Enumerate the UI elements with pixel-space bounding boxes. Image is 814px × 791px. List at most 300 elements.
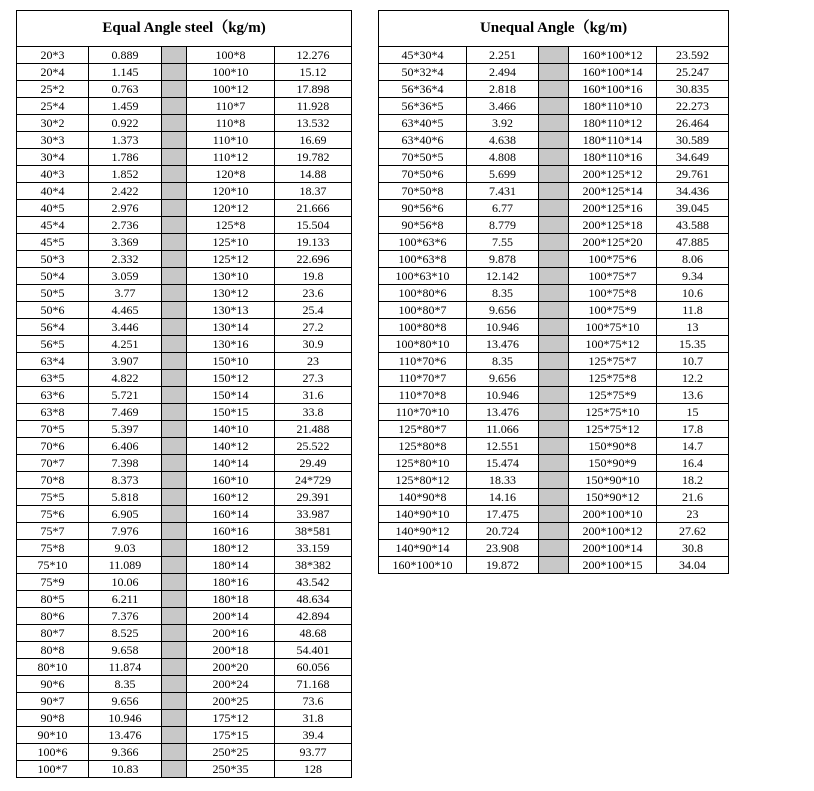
weight-cell: 31.8	[275, 710, 352, 727]
weight-cell: 33.987	[275, 506, 352, 523]
size-cell: 56*4	[17, 319, 89, 336]
weight-cell: 12.276	[275, 47, 352, 64]
table-row	[17, 438, 352, 455]
weight-cell: 48.68	[275, 625, 352, 642]
size-cell: 200*125*12	[569, 166, 657, 183]
divider-column	[539, 149, 569, 166]
size-cell: 30*4	[17, 149, 89, 166]
size-cell: 100*75*8	[569, 285, 657, 302]
weight-cell: 19.782	[275, 149, 352, 166]
weight-cell: 9.34	[657, 268, 729, 285]
weight-cell: 3.369	[89, 234, 162, 251]
size-cell: 200*125*20	[569, 234, 657, 251]
table-row	[17, 710, 352, 727]
weight-cell: 26.464	[657, 115, 729, 132]
weight-cell: 7.398	[89, 455, 162, 472]
divider-column	[539, 387, 569, 404]
weight-cell: 7.55	[467, 234, 539, 251]
divider-column	[162, 506, 187, 523]
size-cell: 50*4	[17, 268, 89, 285]
size-cell: 130*12	[187, 285, 275, 302]
divider-column	[162, 710, 187, 727]
size-cell: 100*75*12	[569, 336, 657, 353]
size-cell: 70*5	[17, 421, 89, 438]
weight-cell: 18.33	[467, 472, 539, 489]
size-cell: 250*35	[187, 761, 275, 778]
size-cell: 150*90*8	[569, 438, 657, 455]
table-row	[17, 353, 352, 370]
table-row	[379, 251, 729, 268]
table-row	[379, 166, 729, 183]
size-cell: 200*125*14	[569, 183, 657, 200]
size-cell: 75*6	[17, 506, 89, 523]
size-cell: 100*63*6	[379, 234, 467, 251]
divider-column	[539, 115, 569, 132]
size-cell: 63*5	[17, 370, 89, 387]
size-cell: 140*90*12	[379, 523, 467, 540]
divider-column	[162, 540, 187, 557]
size-cell: 100*7	[17, 761, 89, 778]
size-cell: 110*70*6	[379, 353, 467, 370]
unequal-angle-table	[378, 10, 729, 574]
weight-cell: 39.045	[657, 200, 729, 217]
weight-cell: 23.6	[275, 285, 352, 302]
divider-column	[162, 557, 187, 574]
size-cell: 130*10	[187, 268, 275, 285]
weight-cell: 7.469	[89, 404, 162, 421]
divider-column	[162, 523, 187, 540]
divider-column	[539, 540, 569, 557]
size-cell: 150*14	[187, 387, 275, 404]
weight-cell: 0.889	[89, 47, 162, 64]
weight-cell: 27.62	[657, 523, 729, 540]
size-cell: 160*10	[187, 472, 275, 489]
weight-cell: 9.878	[467, 251, 539, 268]
size-cell: 90*56*6	[379, 200, 467, 217]
table-row	[17, 506, 352, 523]
weight-cell: 14.7	[657, 438, 729, 455]
size-cell: 63*8	[17, 404, 89, 421]
divider-column	[539, 438, 569, 455]
size-cell: 100*63*8	[379, 251, 467, 268]
table-row	[17, 557, 352, 574]
table-row	[379, 132, 729, 149]
weight-cell: 33.159	[275, 540, 352, 557]
size-cell: 160*100*16	[569, 81, 657, 98]
table-row	[17, 574, 352, 591]
size-cell: 100*75*10	[569, 319, 657, 336]
divider-column	[539, 404, 569, 421]
table-row	[379, 115, 729, 132]
table-row	[379, 336, 729, 353]
table-row	[379, 302, 729, 319]
size-cell: 70*50*6	[379, 166, 467, 183]
divider-column	[539, 98, 569, 115]
weight-cell: 43.588	[657, 217, 729, 234]
weight-cell: 10.7	[657, 353, 729, 370]
weight-cell: 10.06	[89, 574, 162, 591]
divider-column	[162, 234, 187, 251]
divider-column	[539, 183, 569, 200]
weight-cell: 3.059	[89, 268, 162, 285]
size-cell: 80*6	[17, 608, 89, 625]
divider-column	[539, 336, 569, 353]
size-cell: 70*8	[17, 472, 89, 489]
size-cell: 200*16	[187, 625, 275, 642]
weight-cell: 4.251	[89, 336, 162, 353]
divider-column	[539, 455, 569, 472]
weight-cell: 2.818	[467, 81, 539, 98]
weight-cell: 23	[657, 506, 729, 523]
weight-cell: 15	[657, 404, 729, 421]
size-cell: 160*100*10	[379, 557, 467, 574]
weight-cell: 30.8	[657, 540, 729, 557]
size-cell: 175*12	[187, 710, 275, 727]
divider-column	[162, 404, 187, 421]
size-cell: 150*90*12	[569, 489, 657, 506]
table-row	[379, 540, 729, 557]
weight-cell: 30.9	[275, 336, 352, 353]
size-cell: 160*16	[187, 523, 275, 540]
divider-column	[162, 659, 187, 676]
divider-column	[539, 81, 569, 98]
table-row	[379, 149, 729, 166]
weight-cell: 23.592	[657, 47, 729, 64]
weight-cell: 21.6	[657, 489, 729, 506]
divider-column	[162, 302, 187, 319]
size-cell: 150*10	[187, 353, 275, 370]
size-cell: 45*5	[17, 234, 89, 251]
table-row	[17, 744, 352, 761]
weight-cell: 10.946	[467, 387, 539, 404]
table-row	[17, 387, 352, 404]
weight-cell: 9.656	[467, 302, 539, 319]
weight-cell: 12.2	[657, 370, 729, 387]
size-cell: 80*7	[17, 625, 89, 642]
weight-cell: 3.77	[89, 285, 162, 302]
weight-cell: 19.133	[275, 234, 352, 251]
divider-column	[162, 115, 187, 132]
size-cell: 45*30*4	[379, 47, 467, 64]
size-cell: 100*8	[187, 47, 275, 64]
size-cell: 50*32*4	[379, 64, 467, 81]
size-cell: 120*10	[187, 183, 275, 200]
size-cell: 160*12	[187, 489, 275, 506]
size-cell: 175*15	[187, 727, 275, 744]
size-cell: 180*110*12	[569, 115, 657, 132]
table-row	[17, 234, 352, 251]
divider-column	[162, 370, 187, 387]
weight-cell: 4.822	[89, 370, 162, 387]
weight-cell: 4.638	[467, 132, 539, 149]
weight-cell: 19.8	[275, 268, 352, 285]
size-cell: 40*5	[17, 200, 89, 217]
table-row	[379, 285, 729, 302]
table-row	[17, 319, 352, 336]
weight-cell: 13.476	[467, 336, 539, 353]
size-cell: 125*75*9	[569, 387, 657, 404]
size-cell: 70*7	[17, 455, 89, 472]
size-cell: 56*36*4	[379, 81, 467, 98]
table-row	[17, 217, 352, 234]
table-row	[379, 353, 729, 370]
table-row	[379, 47, 729, 64]
weight-cell: 17.475	[467, 506, 539, 523]
weight-cell: 23	[275, 353, 352, 370]
size-cell: 30*2	[17, 115, 89, 132]
weight-cell: 29.761	[657, 166, 729, 183]
weight-cell: 11.066	[467, 421, 539, 438]
weight-cell: 21.488	[275, 421, 352, 438]
weight-cell: 2.332	[89, 251, 162, 268]
size-cell: 140*90*10	[379, 506, 467, 523]
size-cell: 140*14	[187, 455, 275, 472]
weight-cell: 19.872	[467, 557, 539, 574]
table-row	[379, 183, 729, 200]
size-cell: 125*80*8	[379, 438, 467, 455]
weight-cell: 14.88	[275, 166, 352, 183]
weight-cell: 15.474	[467, 455, 539, 472]
divider-column	[162, 387, 187, 404]
size-cell: 40*4	[17, 183, 89, 200]
weight-cell: 2.251	[467, 47, 539, 64]
weight-cell: 16.4	[657, 455, 729, 472]
weight-cell: 3.92	[467, 115, 539, 132]
divider-column	[162, 353, 187, 370]
weight-cell: 38*382	[275, 557, 352, 574]
weight-cell: 9.656	[89, 693, 162, 710]
weight-cell: 9.366	[89, 744, 162, 761]
divider-column	[162, 81, 187, 98]
weight-cell: 7.976	[89, 523, 162, 540]
size-cell: 80*8	[17, 642, 89, 659]
divider-column	[539, 200, 569, 217]
table-row	[17, 81, 352, 98]
size-cell: 120*8	[187, 166, 275, 183]
table-row	[379, 387, 729, 404]
size-cell: 125*12	[187, 251, 275, 268]
divider-column	[539, 132, 569, 149]
size-cell: 63*6	[17, 387, 89, 404]
weight-cell: 8.373	[89, 472, 162, 489]
weight-cell: 16.69	[275, 132, 352, 149]
table-row	[379, 523, 729, 540]
weight-cell: 9.656	[467, 370, 539, 387]
table-row	[379, 472, 729, 489]
size-cell: 125*75*10	[569, 404, 657, 421]
weight-cell: 2.422	[89, 183, 162, 200]
weight-cell: 10.83	[89, 761, 162, 778]
weight-cell: 5.397	[89, 421, 162, 438]
table-row	[379, 64, 729, 81]
table-row	[17, 489, 352, 506]
weight-cell: 13	[657, 319, 729, 336]
divider-column	[162, 64, 187, 81]
size-cell: 90*56*8	[379, 217, 467, 234]
table-row	[17, 200, 352, 217]
weight-cell: 21.666	[275, 200, 352, 217]
divider-column	[162, 217, 187, 234]
unequal-angle-title: Unequal Angle（kg/m)	[379, 11, 729, 47]
divider-column	[539, 557, 569, 574]
divider-column	[162, 608, 187, 625]
size-cell: 150*90*9	[569, 455, 657, 472]
divider-column	[539, 251, 569, 268]
divider-column	[539, 285, 569, 302]
divider-column	[539, 421, 569, 438]
size-cell: 125*8	[187, 217, 275, 234]
equal-angle-title: Equal Angle steel（kg/m)	[17, 11, 352, 47]
size-cell: 75*10	[17, 557, 89, 574]
weight-cell: 11.928	[275, 98, 352, 115]
weight-cell: 0.922	[89, 115, 162, 132]
size-cell: 90*7	[17, 693, 89, 710]
divider-column	[162, 47, 187, 64]
divider-column	[162, 166, 187, 183]
size-cell: 75*7	[17, 523, 89, 540]
table-row	[17, 251, 352, 268]
size-cell: 125*75*12	[569, 421, 657, 438]
size-cell: 200*125*18	[569, 217, 657, 234]
divider-column	[539, 302, 569, 319]
size-cell: 80*5	[17, 591, 89, 608]
weight-cell: 8.779	[467, 217, 539, 234]
size-cell: 63*4	[17, 353, 89, 370]
size-cell: 100*10	[187, 64, 275, 81]
table-row	[17, 472, 352, 489]
weight-cell: 1.786	[89, 149, 162, 166]
size-cell: 180*14	[187, 557, 275, 574]
size-cell: 130*13	[187, 302, 275, 319]
weight-cell: 6.406	[89, 438, 162, 455]
weight-cell: 42.894	[275, 608, 352, 625]
weight-cell: 10.946	[467, 319, 539, 336]
size-cell: 50*3	[17, 251, 89, 268]
divider-column	[162, 642, 187, 659]
weight-cell: 31.6	[275, 387, 352, 404]
size-cell: 40*3	[17, 166, 89, 183]
size-cell: 200*24	[187, 676, 275, 693]
size-cell: 45*4	[17, 217, 89, 234]
divider-column	[539, 472, 569, 489]
divider-column	[539, 370, 569, 387]
weight-cell: 18.37	[275, 183, 352, 200]
weight-cell: 30.835	[657, 81, 729, 98]
size-cell: 200*100*12	[569, 523, 657, 540]
size-cell: 75*5	[17, 489, 89, 506]
weight-cell: 29.49	[275, 455, 352, 472]
weight-cell: 34.436	[657, 183, 729, 200]
weight-cell: 3.907	[89, 353, 162, 370]
size-cell: 20*4	[17, 64, 89, 81]
table-row	[379, 421, 729, 438]
table-row	[17, 183, 352, 200]
divider-column	[539, 64, 569, 81]
size-cell: 80*10	[17, 659, 89, 676]
weight-cell: 13.532	[275, 115, 352, 132]
weight-cell: 39.4	[275, 727, 352, 744]
table-row	[17, 659, 352, 676]
table-row	[379, 455, 729, 472]
table-row	[17, 132, 352, 149]
table-row	[17, 302, 352, 319]
size-cell: 56*5	[17, 336, 89, 353]
table-row	[17, 727, 352, 744]
weight-cell: 8.35	[89, 676, 162, 693]
table-row	[17, 149, 352, 166]
size-cell: 160*100*12	[569, 47, 657, 64]
weight-cell: 47.885	[657, 234, 729, 251]
size-cell: 100*80*8	[379, 319, 467, 336]
divider-column	[162, 744, 187, 761]
table-row	[17, 166, 352, 183]
table-row	[379, 370, 729, 387]
table-row	[379, 200, 729, 217]
size-cell: 200*18	[187, 642, 275, 659]
size-cell: 200*25	[187, 693, 275, 710]
weight-cell: 7.431	[467, 183, 539, 200]
weight-cell: 48.634	[275, 591, 352, 608]
size-cell: 200*100*15	[569, 557, 657, 574]
table-row	[17, 540, 352, 557]
size-cell: 110*7	[187, 98, 275, 115]
weight-cell: 34.04	[657, 557, 729, 574]
weight-cell: 15.35	[657, 336, 729, 353]
divider-column	[162, 268, 187, 285]
size-cell: 150*12	[187, 370, 275, 387]
weight-cell: 10.946	[89, 710, 162, 727]
table-row	[17, 761, 352, 778]
weight-cell: 6.211	[89, 591, 162, 608]
table-row	[17, 268, 352, 285]
divider-column	[539, 166, 569, 183]
weight-cell: 3.466	[467, 98, 539, 115]
size-cell: 140*90*14	[379, 540, 467, 557]
weight-cell: 34.649	[657, 149, 729, 166]
divider-column	[539, 47, 569, 64]
weight-cell: 27.2	[275, 319, 352, 336]
weight-cell: 1.459	[89, 98, 162, 115]
size-cell: 125*75*8	[569, 370, 657, 387]
divider-column	[539, 234, 569, 251]
weight-cell: 13.476	[89, 727, 162, 744]
divider-column	[162, 285, 187, 302]
table-row	[17, 370, 352, 387]
size-cell: 250*25	[187, 744, 275, 761]
divider-column	[162, 574, 187, 591]
weight-cell: 5.721	[89, 387, 162, 404]
size-cell: 140*10	[187, 421, 275, 438]
table-row	[379, 506, 729, 523]
weight-cell: 8.06	[657, 251, 729, 268]
size-cell: 150*90*10	[569, 472, 657, 489]
weight-cell: 17.8	[657, 421, 729, 438]
divider-column	[162, 727, 187, 744]
weight-cell: 1.852	[89, 166, 162, 183]
weight-cell: 6.905	[89, 506, 162, 523]
size-cell: 125*75*7	[569, 353, 657, 370]
table-row	[379, 234, 729, 251]
size-cell: 90*10	[17, 727, 89, 744]
weight-cell: 71.168	[275, 676, 352, 693]
weight-cell: 30.589	[657, 132, 729, 149]
size-cell: 130*16	[187, 336, 275, 353]
size-cell: 140*12	[187, 438, 275, 455]
divider-column	[162, 183, 187, 200]
weight-cell: 11.089	[89, 557, 162, 574]
divider-column	[162, 132, 187, 149]
divider-column	[162, 200, 187, 217]
